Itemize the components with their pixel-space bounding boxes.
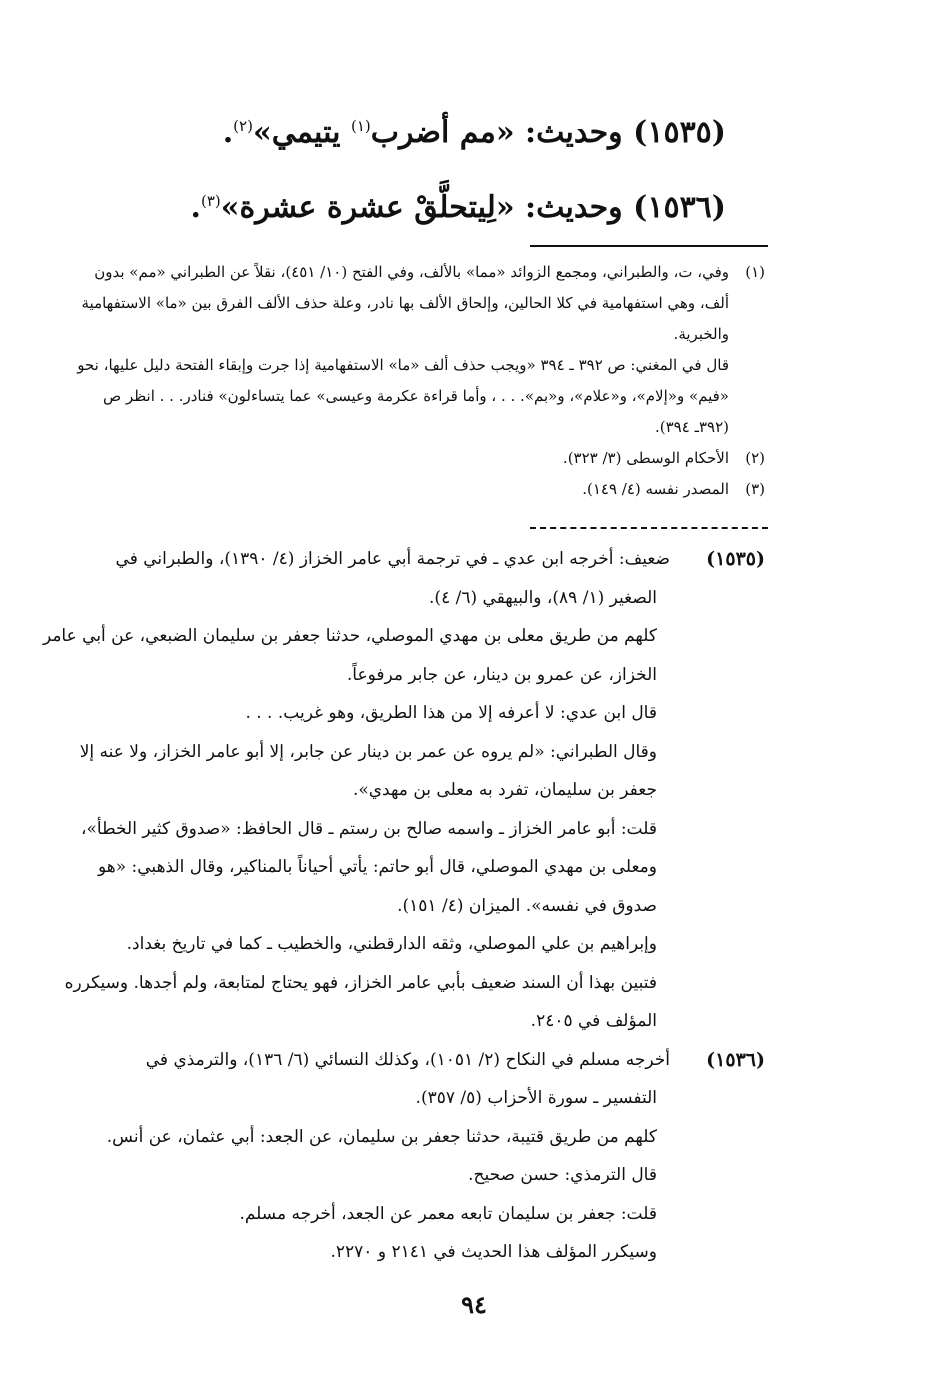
takhrij-text: أخرجه مسلم في النكاح (٢/ ١٠٥١)، وكذلك النسائي (٦/ ١٣٦)، والترمذي في: [145, 1049, 670, 1070]
takhrij-line: وقال الطبراني: «لم يروه عن عمر بن دينار عن جابر، إلا أبو عامر الخزاز، ولا عنه إلا: [79, 741, 657, 762]
footnote-line: (٣٩٢ـ ٣٩٤).: [655, 418, 729, 436]
takhrij-line: كلهم من طريق قتيبة، حدثنا جعفر بن سليمان، عن الجعد: أبي عثمان، عن أنس.: [106, 1126, 657, 1147]
hadith-text: وحديث: «لِيتحلَّقْ عشرة عشرة»: [220, 190, 623, 225]
footnote-line: قال في المغني: ص ٣٩٢ ـ ٣٩٤ «ويجب حذف ألف «ما» الاستفهامية إذا جرت وإبقاء الفتحة دليل عليها، نحو: [77, 356, 729, 374]
takhrij-line: الصغير (١/ ٨٩)، والبيهقي (٦/ ٤).: [429, 587, 657, 608]
footnote-marker: (١): [350, 117, 371, 135]
hadith-text-cont: يتيمي»: [252, 115, 351, 150]
takhrij-separator: [530, 527, 768, 529]
hadith-end: .: [222, 115, 234, 150]
takhrij-number: (١٥٣٥): [706, 548, 765, 570]
footnote-line: وفي، ت، والطبراني، ومجمع الزوائد «مما» بالألف، وفي الفتح (١٠/ ٤٥١)، نقلاً عن الطبراني «مم» بدون: [94, 263, 729, 281]
takhrij-first-line: [56, 540, 765, 579]
footnote-2: [56, 443, 765, 474]
takhrij-number: (١٥٣٦): [706, 1048, 765, 1071]
takhrij-text: ضعيف: أخرجه ابن عدي ـ في ترجمة أبي عامر الخزاز (٤/ ١٣٩٠)، والطبراني في: [115, 549, 670, 569]
takhrij-line: كلهم من طريق معلى بن مهدي الموصلي، حدثنا جعفر بن سليمان الضبعي، عن أبي عامر: [42, 626, 657, 646]
takhrij-line: قلت: أبو عامر الخزاز ـ واسمه صالح بن رستم ـ قال الحافظ: «صدوق كثير الخطأ»،: [81, 818, 657, 839]
takhrij-line: وإبراهيم بن علي الموصلي، وثقه الدارقطني، والخطيب ـ كما في تاريخ بغداد.: [126, 934, 657, 954]
footnote-number: (٣): [745, 480, 765, 498]
takhrij-section: [42, 540, 765, 1272]
takhrij-line: قال ابن عدي: لا أعرفه إلا من هذا الطريق، وهو غريب. . . .: [245, 703, 657, 723]
hadith-number: (١٥٣٦): [633, 190, 726, 225]
hadith-list: [150, 92, 726, 242]
takhrij-entry-1536: [56, 1041, 765, 1272]
takhrij-line: صدوق في نفسه». الميزان (٤/ ١٥١).: [397, 895, 657, 916]
footnote-line: الأحكام الوسطى (٣/ ٣٢٣).: [562, 449, 729, 467]
footnote-3: [56, 474, 765, 505]
footnote-line: والخبرية.: [673, 325, 729, 343]
takhrij-first-line: [56, 1041, 765, 1080]
hadith-1535: [150, 92, 726, 167]
takhrij-line: قلت: جعفر بن سليمان تابعه معمر عن الجعد، أخرجه مسلم.: [239, 1203, 657, 1224]
footnote-number: (١): [745, 263, 765, 281]
takhrij-line: الخزاز، عن عمرو بن دينار، عن جابر مرفوعاً.: [346, 664, 657, 685]
footnote-1: [56, 257, 765, 443]
footnote-marker: (٢): [233, 117, 253, 135]
takhrij-line: ومعلى بن مهدي الموصلي، قال أبو حاتم: يأتي أحياناً بالمناكير، وقال الذهبي: «هو: [97, 857, 657, 877]
footnote-marker: (٣): [200, 192, 221, 210]
hadith-1536: [150, 167, 726, 242]
takhrij-line: وسيكرر المؤلف هذا الحديث في ٢١٤١ و ٢٢٧٠.: [330, 1242, 657, 1262]
footnotes: [56, 257, 765, 505]
hadith-number: (١٥٣٥): [633, 115, 726, 150]
footnote-line: المصدر نفسه (٤/ ١٤٩).: [582, 480, 729, 498]
footnote-line: ألف، وهي استفهامية في كلا الحالين، وإلحاق الألف بها نادر، وعلة حذف الألف الفرق بين «ما» الاستفهامية: [81, 294, 729, 312]
footnote-number: (٢): [745, 449, 765, 467]
footnote-line: «فيم» و«إلام»، و«علام»، و«بم». . . ، وأما قراءة عكرمة وعيسى» عما يتساءلون» فنادر. . . انظر ص: [103, 387, 729, 405]
takhrij-line: المؤلف في ٢٤٠٥.: [530, 1011, 657, 1031]
takhrij-line: جعفر بن سليمان، تفرد به معلى بن مهدي».: [352, 780, 657, 800]
takhrij-line: قال الترمذي: حسن صحيح.: [468, 1165, 657, 1185]
takhrij-entry-1535: [42, 540, 765, 1041]
page-number: ٩٤: [461, 1290, 487, 1319]
hadith-end: .: [190, 190, 201, 225]
takhrij-line: التفسير ـ سورة الأحزاب (٥/ ٣٥٧).: [415, 1088, 657, 1108]
footnote-separator: [530, 245, 768, 247]
hadith-text: وحديث: «مم أضرب: [370, 115, 623, 150]
takhrij-line: فتبين بهذا أن السند ضعيف بأبي عامر الخزاز، فهو يحتاج لمتابعة، ولم أجدها. وسيكرره: [64, 972, 657, 993]
